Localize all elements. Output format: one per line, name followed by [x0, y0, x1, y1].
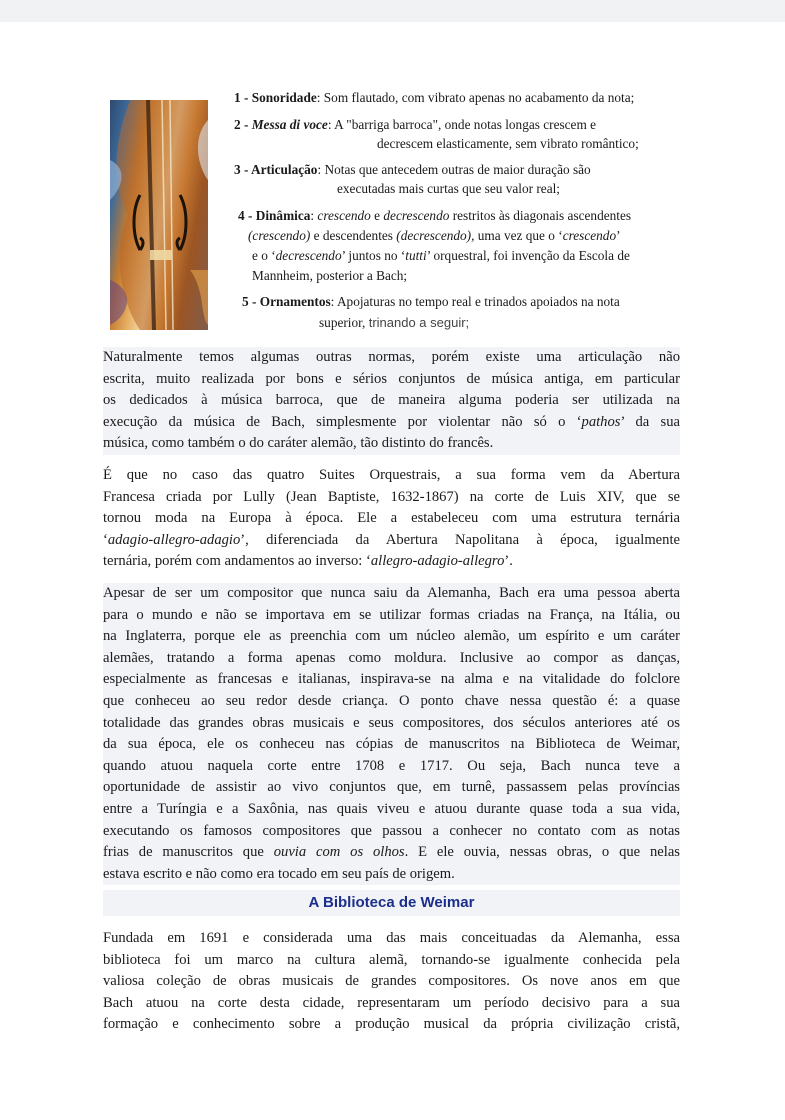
paragraph-suites: É que no caso das quatro Suites Orquestrais, a sua forma vem da Abertura Francesa criada por Lully (Jean Baptiste, 1632-1867) na corte de Luis XIV, que se tornou moda na Europa à época. Ele a estabeleceu com uma estrutura ternária ‘adagio-allegro-adagio’, diferenciada da Abertura Napolitana à época, igualmente ternária, porém com andamentos ao inverso: ‘allegro-adagio-allegro’.	[103, 465, 680, 573]
rule-messa-di-voce: 2 - Messa di voce: A "barriga barroca", onde notas longas crescem e	[234, 117, 597, 132]
rule-text: Notas que antecedem outras de maior duração são	[324, 162, 591, 177]
paragraph-articulacao: Naturalmente temos algumas outras normas, porém existe uma articulação não escrita, muito realizada por bons e sérios conjuntos de música antiga, em particular os dedicados à música barroca, que de maneira alguma poderia ser utilizada na execução da música de Bach, simplesmente por violentar não só o ‘pathos’ da sua música, como também o do caráter alemão, tão distinto do francês.	[103, 347, 680, 455]
violin-painting-image	[110, 100, 208, 330]
rule-number: 1 - Sonoridade	[234, 90, 317, 105]
section-heading: A Biblioteca de Weimar	[103, 890, 680, 916]
rule-ornamentos-cont	[319, 313, 469, 332]
rule-articulacao: 3 - Articulação: Notas que antecedem outras de maior duração são	[234, 162, 591, 177]
rule-number: 5 - Ornamentos	[242, 294, 331, 309]
paragraph-bach: Apesar de ser um compositor que nunca saiu da Alemanha, Bach era uma pessoa aberta para o mundo e não se importava em se utilizar formas criadas na França, na Itália, ou na Inglaterra, porque ele as preenchia com um núcleo alemão, um espírito e um caráter alemães, tratando a forma apenas como moldura. Inclusive ao compor as danças, especialmente as francesas e italianas, inspirava-se na alma e na vitalidade do folclore que conheceu ao seu redor desde criança. O ponto chave nessa questão é: a quase totalidade das grandes obras musicais e seus compositores, dos séculos anteriores até os da sua época, ele os conheceu nas cópias de manuscritos na Biblioteca de Weimar, quando atuou naquela corte entre 1708 e 1717. Ou seja, Bach nunca teve a oportunidade de assistir ao vivo conjuntos que, em turnê, passassem pelas províncias entre a Turíngia e a Saxônia, nas quais viveu e atuou durante quase toda a sua vida, executando os famosos compositores que passou a conhecer no contato com as notas frias de manuscritos que ouvia com os olhos. E ele ouvia, nessas obras, o que nelas estava escrito e não como era tocado em seu país de origem.	[103, 583, 680, 885]
rule-articulacao-cont	[337, 179, 560, 198]
rule-term: Messa di voce	[251, 117, 328, 132]
rule-ornamentos: 5 - Ornamentos: Apojaturas no tempo real e trinados apoiados na nota	[242, 294, 620, 309]
page-top-strip	[0, 0, 785, 22]
rule-text: superior,	[319, 315, 366, 330]
rule-text: decrescem elasticamente, sem vibrato romântico;	[377, 136, 639, 151]
rule-dinamica-line3: e o ‘decrescendo’ juntos no ‘tutti’ orquestral, foi invenção da Escola de	[252, 248, 630, 263]
rule-text: A "barriga barroca", onde notas longas crescem e	[334, 117, 597, 132]
rule-text: Apojaturas no tempo real e trinados apoiados na nota	[336, 294, 620, 309]
rule-text-sans: trinando a seguir;	[368, 315, 470, 330]
paragraph-biblioteca: Fundada em 1691 e considerada uma das mais conceituadas da Alemanha, essa biblioteca foi um marco na cultura alemã, tornando-se igualmente conhecida pela valiosa coleção de obras musicais de grandes compositores. Os nove anos em que Bach atuou na corte desta cidade, representaram um período decisivo para a sua formação e conhecimento sobre a produção musical da própria civilização cristã,	[103, 928, 680, 1036]
rule-number: 3 - Articulação	[234, 162, 318, 177]
rule-sonoridade: 1 - Sonoridade: Som flautado, com vibrato apenas no acabamento da nota;	[234, 90, 635, 105]
rule-number: 4 - Dinâmica	[238, 208, 311, 223]
rule-dinamica-line4: Mannheim, posterior a Bach;	[252, 268, 408, 283]
rule-dinamica-line2: (crescendo) e descendentes (decrescendo), uma vez que o ‘crescendo’	[248, 228, 621, 243]
rule-text: executadas mais curtas que seu valor real;	[337, 181, 560, 196]
rule-text: Som flautado, com vibrato apenas no acabamento da nota;	[323, 90, 635, 105]
rule-number: 2 -	[234, 117, 252, 132]
rule-dinamica: 4 - Dinâmica: crescendo e decrescendo restritos às diagonais ascendentes	[238, 208, 632, 223]
rule-messa-di-voce-cont	[377, 134, 639, 153]
violin-illustration	[110, 100, 208, 330]
